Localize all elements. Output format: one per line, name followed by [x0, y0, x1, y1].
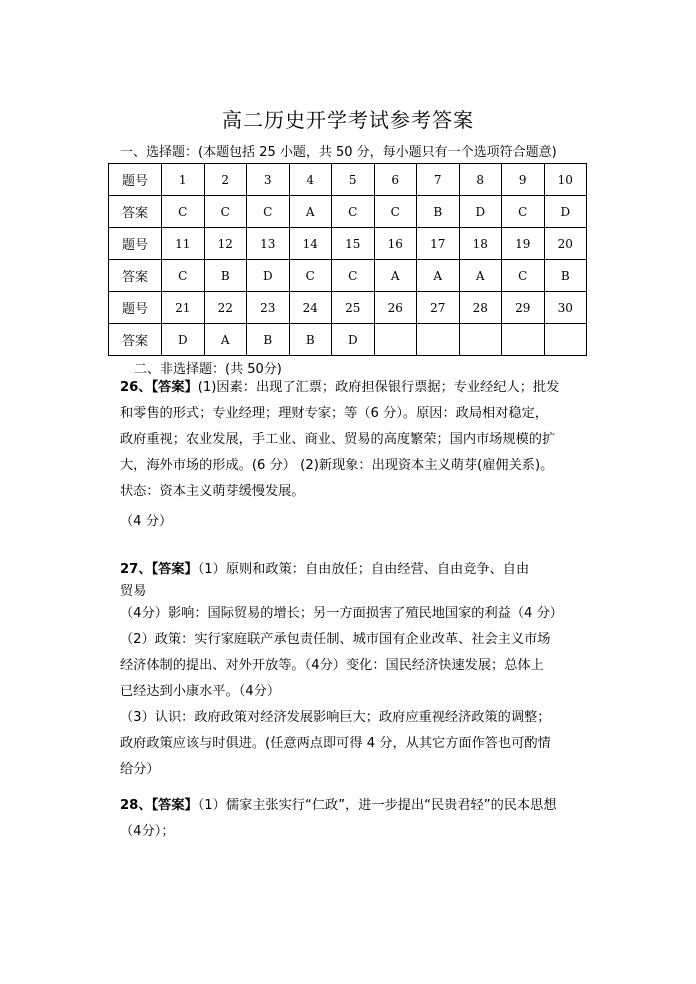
answer-cell: 22	[204, 292, 247, 324]
q28-line: （4分）；	[120, 824, 175, 839]
answer-cell: D	[544, 196, 587, 228]
answer-cell: 26	[374, 292, 417, 324]
answer-cell: C	[502, 196, 545, 228]
answer-table-row	[109, 196, 587, 228]
answer-cell	[502, 324, 545, 356]
row-label: 答案	[109, 196, 162, 228]
q26-line: 26、【答案】(1)因素：出现了汇票；政府担保银行票据；专业经纪人；批发	[120, 380, 560, 395]
q27-line: 已经达到小康水平。（4分）	[120, 684, 281, 699]
section-heading-multiple-choice: 一、选择题：(本题包括 25 小题，共 50 分，每小题只有一个选项符合题意)	[120, 145, 557, 160]
answer-cell: 9	[502, 164, 545, 196]
answer-cell: C	[502, 260, 545, 292]
answer-cell: 23	[247, 292, 290, 324]
answer-cell: B	[417, 196, 460, 228]
answer-cell: 15	[332, 228, 375, 260]
q26-line: 大，海外市场的形成。(6 分） (2)新现象：出现资本主义萌芽(雇佣关系)。	[120, 458, 554, 473]
section-heading-non-choice: 二、非选择题：(共 50分)	[134, 362, 282, 377]
q27-line: 给分）	[120, 762, 160, 777]
answer-cell: 16	[374, 228, 417, 260]
answer-cell: 10	[544, 164, 587, 196]
answer-cell: 2	[204, 164, 247, 196]
answer-cell	[417, 324, 460, 356]
q28-line: 28、【答案】（1）儒家主张实行“仁政”，进一步提出“民贵君轻”的民本思想	[120, 798, 557, 813]
answer-cell: B	[544, 260, 587, 292]
q26-score: （4 分）	[120, 514, 173, 529]
answer-cell: 25	[332, 292, 375, 324]
answer-cell: B	[204, 260, 247, 292]
q28-answer-tag: 【答案】	[151, 798, 198, 813]
answer-cell: 5	[332, 164, 375, 196]
answer-cell: 21	[162, 292, 205, 324]
answer-cell: 14	[289, 228, 332, 260]
q26-line: 政府重视；农业发展，手工业、商业、贸易的高度繁荣；国内市场规模的扩	[120, 432, 556, 447]
question-26-answer	[120, 375, 590, 535]
answer-cell: 20	[544, 228, 587, 260]
answer-cell: C	[204, 196, 247, 228]
answer-cell: 28	[459, 292, 502, 324]
row-label: 题号	[109, 292, 162, 324]
answer-cell: A	[374, 260, 417, 292]
answer-cell: C	[162, 260, 205, 292]
answer-cell: A	[459, 260, 502, 292]
answer-table-row	[109, 324, 587, 356]
answer-cell: 7	[417, 164, 460, 196]
answer-cell: 17	[417, 228, 460, 260]
answer-cell	[459, 324, 502, 356]
answer-cell: 12	[204, 228, 247, 260]
answer-cell: 13	[247, 228, 290, 260]
answer-cell: C	[162, 196, 205, 228]
q26-number: 26、	[120, 380, 152, 395]
answer-cell: 1	[162, 164, 205, 196]
q26-line: 状态：资本主义萌芽缓慢发展。	[120, 484, 305, 499]
answer-cell	[544, 324, 587, 356]
answer-cell: 30	[544, 292, 587, 324]
answer-table-row	[109, 228, 587, 260]
q27-answer-tag: 【答案】	[151, 562, 198, 577]
answer-cell: A	[417, 260, 460, 292]
answer-cell: 19	[502, 228, 545, 260]
answer-cell: 3	[247, 164, 290, 196]
answer-cell: B	[247, 324, 290, 356]
q27-line: （4分）影响：国际贸易的增长；另一方面损害了殖民地国家的利益（4 分）	[120, 606, 563, 621]
q26-line: 和零售的形式；专业经理；理财专家；等（6 分）。原因：政局相对稳定，	[120, 406, 548, 421]
q27-line: 27、【答案】（1）原则和政策：自由放任；自由经营、自由竞争、自由	[120, 562, 530, 577]
answer-cell: A	[289, 196, 332, 228]
answer-cell: C	[374, 196, 417, 228]
answer-cell: A	[204, 324, 247, 356]
answer-table	[108, 163, 587, 356]
row-label: 答案	[109, 324, 162, 356]
answer-cell: C	[247, 196, 290, 228]
q27-number: 27、	[120, 562, 152, 577]
q27-line: 贸易	[120, 584, 147, 599]
question-27-answer	[120, 557, 590, 783]
q27-line: （2）政策：实行家庭联产承包责任制、城市国有企业改革、社会主义市场	[120, 632, 551, 647]
q27-line: 经济体制的提出、对外开放等。（4分）变化：国民经济快速发展；总体上	[120, 658, 544, 673]
row-label: 题号	[109, 164, 162, 196]
answer-cell: D	[332, 324, 375, 356]
answer-table-row	[109, 292, 587, 324]
answer-cell: C	[332, 196, 375, 228]
answer-cell: 6	[374, 164, 417, 196]
answer-cell: C	[332, 260, 375, 292]
answer-cell: 4	[289, 164, 332, 196]
answer-cell: B	[289, 324, 332, 356]
answer-cell: D	[459, 196, 502, 228]
answer-table-row	[109, 164, 587, 196]
answer-table-row	[109, 260, 587, 292]
question-28-answer	[120, 793, 590, 845]
q27-line: （3）认识：政府政策对经济发展影响巨大；政府应重视经济政策的调整；	[120, 710, 551, 725]
answer-cell	[374, 324, 417, 356]
q28-number: 28、	[120, 798, 152, 813]
row-label: 题号	[109, 228, 162, 260]
row-label: 答案	[109, 260, 162, 292]
answer-cell: 27	[417, 292, 460, 324]
answer-cell: D	[247, 260, 290, 292]
answer-cell: 29	[502, 292, 545, 324]
page-title: 高二历史开学考试参考答案	[222, 108, 474, 132]
answer-cell: 8	[459, 164, 502, 196]
answer-cell: 11	[162, 228, 205, 260]
answer-cell: C	[289, 260, 332, 292]
q27-line: 政府政策应该与时俱进。(任意两点即可得 4 分，从其它方面作答也可酌情	[120, 736, 551, 751]
answer-cell: D	[162, 324, 205, 356]
q26-answer-tag: 【答案】	[151, 380, 198, 395]
answer-cell: 18	[459, 228, 502, 260]
answer-cell: 24	[289, 292, 332, 324]
